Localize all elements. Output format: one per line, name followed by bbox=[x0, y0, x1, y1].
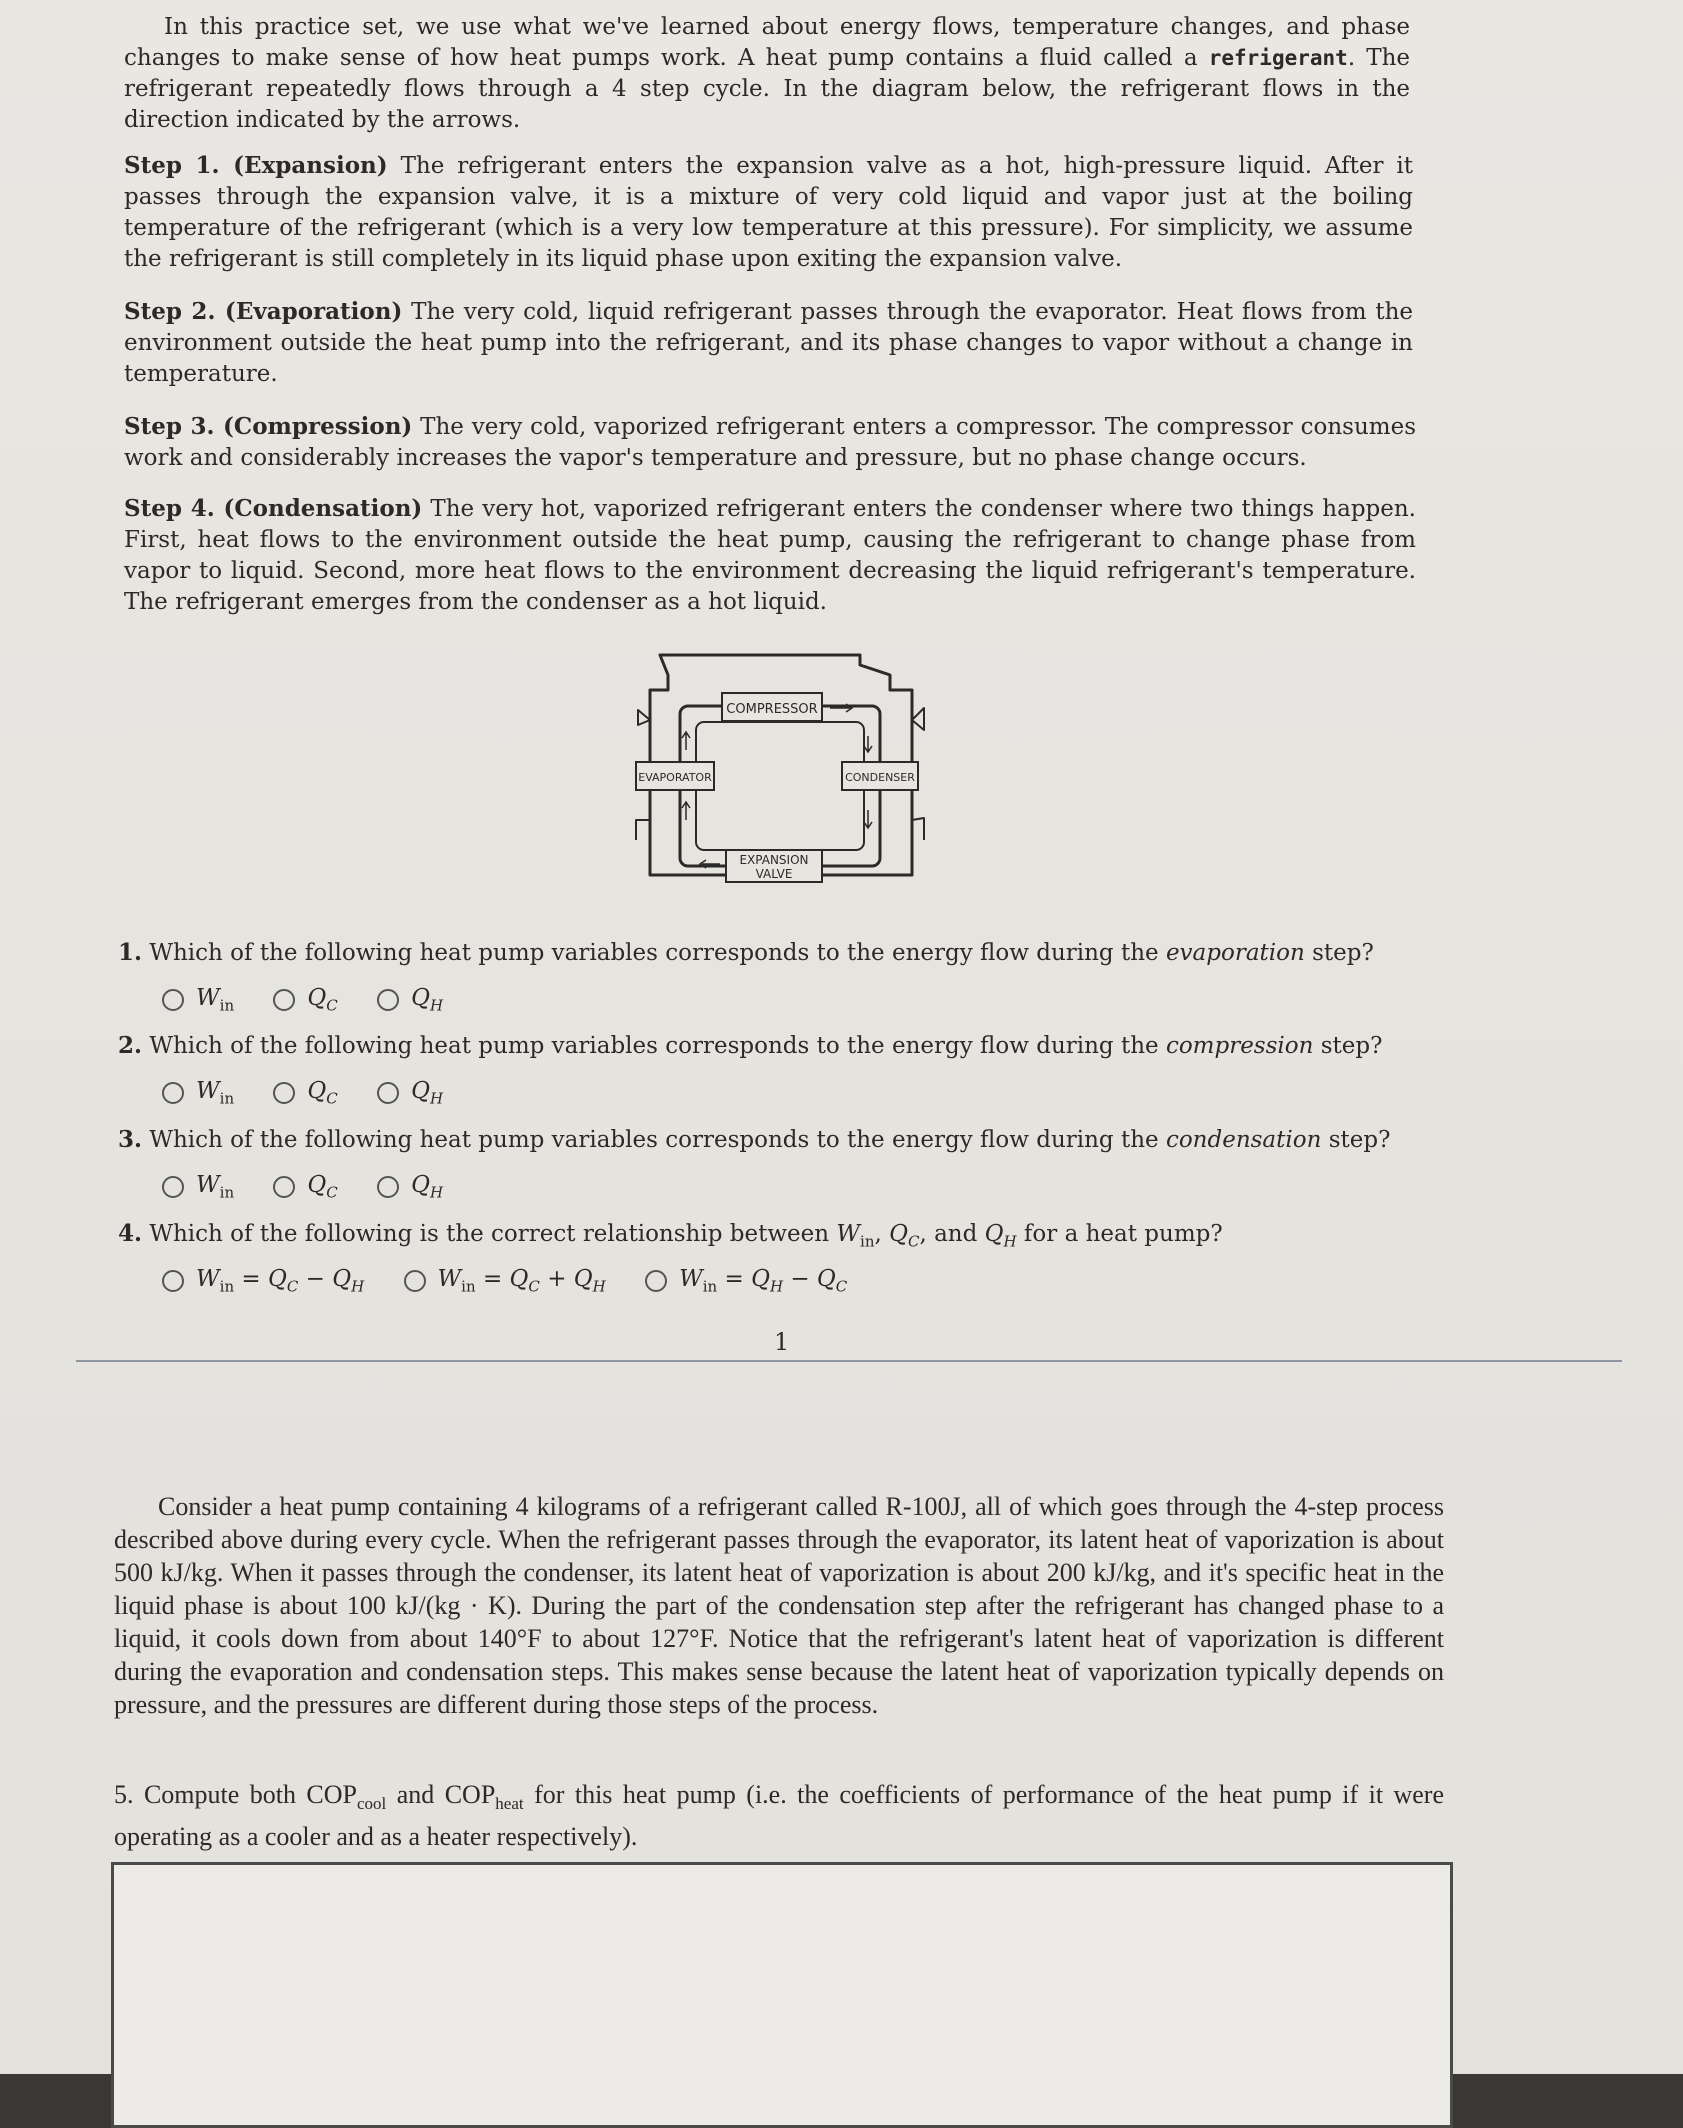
step-label: Step 1. (Expansion) bbox=[124, 152, 388, 179]
step-label: Step 3. (Compression) bbox=[124, 413, 413, 440]
radio-circle-icon[interactable] bbox=[645, 1270, 667, 1292]
option-w-in[interactable]: $W_{in}$ bbox=[162, 985, 234, 1015]
arrow-down-icon bbox=[864, 810, 872, 828]
question-2-options bbox=[162, 1078, 475, 1110]
option-q-h[interactable]: $Q_H$ bbox=[377, 1172, 443, 1202]
step-text: The refrigerant enters the expansion valve as a hot, high-pressure liquid. After it passes through the expansion valve, it is a mixture of very cold liquid and vapor just at the boiling temperature of the refrigerant (which is a very low temperature at this pressure). For simplicity, we assume the refrigerant is still completely in its liquid phase upon exiting the expansion valve. bbox=[124, 153, 1414, 272]
option-q-c[interactable]: $Q_C$ bbox=[273, 1172, 337, 1202]
question-4-options bbox=[162, 1266, 879, 1298]
step-1 bbox=[124, 150, 1413, 275]
radio-circle-icon[interactable] bbox=[162, 989, 184, 1011]
question-3 bbox=[118, 1125, 1418, 1155]
radio-circle-icon[interactable] bbox=[377, 1176, 399, 1198]
radio-circle-icon[interactable] bbox=[162, 1270, 184, 1292]
compressor-label: COMPRESSOR bbox=[726, 702, 818, 717]
valve-label: VALVE bbox=[755, 867, 793, 881]
step-text: The very hot, vaporized refrigerant enters the condenser where two things happen. First, heat flows to the environment outside the heat pump, causing the refrigerant to change phase from vapor to liquid. Second, more heat flows to the environment decreasing the liquid refrigerant's temperature. The refrigerant emerges from the condenser as a hot liquid. bbox=[124, 496, 1416, 615]
arrow-up-icon bbox=[682, 732, 690, 750]
radio-circle-icon[interactable] bbox=[404, 1270, 426, 1292]
page-divider bbox=[76, 1360, 1622, 1362]
cop-heat-subscript: heat bbox=[495, 1794, 524, 1814]
radio-circle-icon[interactable] bbox=[377, 989, 399, 1011]
question-number: 3. bbox=[118, 1126, 143, 1153]
intro-text: In this practice set, we use what we've learned about energy flows, temperature changes, and phase changes to make sense of how heat pumps work. A heat pump contains a fluid called a bbox=[124, 14, 1410, 71]
intro-paragraph bbox=[124, 12, 1410, 136]
radio-circle-icon[interactable] bbox=[273, 989, 295, 1011]
question-3-options bbox=[162, 1172, 475, 1204]
question-number: 2. bbox=[118, 1032, 143, 1059]
option-w-in[interactable]: $W_{in}$ bbox=[162, 1172, 234, 1202]
question-text: Which of the following heat pump variables corresponds to the energy flow during the bbox=[149, 940, 1159, 966]
option-relation-1[interactable]: $W_{in} = Q_C - Q_H$ bbox=[162, 1266, 364, 1296]
step-3 bbox=[124, 411, 1416, 474]
question-text: Which of the following is the correct relationship between bbox=[149, 1221, 830, 1247]
problem-paragraph bbox=[114, 1490, 1444, 1721]
cop-cool-subscript: cool bbox=[356, 1794, 387, 1814]
option-q-h[interactable]: $Q_H$ bbox=[377, 985, 443, 1015]
step-4 bbox=[124, 493, 1416, 618]
question-text: Compute both COP bbox=[143, 1780, 357, 1809]
question-emphasis: compression bbox=[1165, 1033, 1314, 1059]
radio-circle-icon[interactable] bbox=[162, 1176, 184, 1198]
question-1-options bbox=[162, 985, 475, 1017]
question-number: 5. bbox=[114, 1780, 134, 1809]
radio-circle-icon[interactable] bbox=[273, 1082, 295, 1104]
question-vars: $W_{in}$, $Q_C$, and $Q_H$ bbox=[836, 1221, 1017, 1251]
question-text-end: for this heat pump (i.e. the coefficients of performance of the heat pump if it were operating as a cooler and as a heater respectively). bbox=[114, 1780, 1445, 1852]
step-2 bbox=[124, 296, 1413, 390]
radio-circle-icon[interactable] bbox=[377, 1082, 399, 1104]
question-text: Which of the following heat pump variables corresponds to the energy flow during the bbox=[149, 1127, 1159, 1153]
question-text-end: step? bbox=[1312, 940, 1374, 966]
question-4 bbox=[118, 1219, 1418, 1257]
question-5 bbox=[114, 1778, 1444, 1853]
option-w-in[interactable]: $W_{in}$ bbox=[162, 1078, 234, 1108]
question-text-end: for a heat pump? bbox=[1023, 1221, 1223, 1247]
question-text: and COP bbox=[396, 1780, 496, 1809]
condenser-label: CONDENSER bbox=[845, 771, 915, 784]
option-q-h[interactable]: $Q_H$ bbox=[377, 1078, 443, 1108]
intro-term: refrigerant bbox=[1208, 46, 1348, 70]
step-label: Step 4. (Condensation) bbox=[124, 495, 423, 522]
step-label: Step 2. (Evaporation) bbox=[124, 298, 403, 325]
intro-rest: . The refrigerant repeatedly flows through a 4 step cycle. In the diagram below, the refrigerant flows in the direction indicated by the arrows. bbox=[124, 45, 1411, 133]
radio-circle-icon[interactable] bbox=[162, 1082, 184, 1104]
step-text: The very cold, liquid refrigerant passes through the evaporator. Heat flows from the environment outside the heat pump into the refrigerant, and its phase changes to vapor without a change in temperature. bbox=[124, 299, 1414, 387]
answer-input-box[interactable] bbox=[111, 1862, 1453, 2128]
option-relation-3[interactable]: $W_{in} = Q_H - Q_C$ bbox=[645, 1266, 847, 1296]
question-number: 4. bbox=[118, 1220, 143, 1247]
question-text-end: step? bbox=[1320, 1033, 1383, 1059]
radio-circle-icon[interactable] bbox=[273, 1176, 295, 1198]
question-emphasis: evaporation bbox=[1165, 940, 1305, 966]
question-number: 1. bbox=[118, 939, 143, 966]
expansion-label: EXPANSION bbox=[739, 853, 809, 867]
question-2 bbox=[118, 1031, 1418, 1061]
option-q-c[interactable]: $Q_C$ bbox=[273, 1078, 337, 1108]
step-text: The very cold, vaporized refrigerant enters a compressor. The compressor consumes work and considerably increases the vapor's temperature and pressure, but no phase change occurs. bbox=[124, 414, 1416, 471]
arrow-down-icon bbox=[864, 736, 872, 752]
heat-pump-diagram bbox=[630, 650, 930, 900]
evaporator-label: EVAPORATOR bbox=[638, 771, 712, 784]
page-number: 1 bbox=[774, 1328, 790, 1356]
arrow-up-icon bbox=[682, 802, 690, 820]
option-relation-2[interactable]: $W_{in} = Q_C + Q_H$ bbox=[404, 1266, 606, 1296]
question-1 bbox=[118, 938, 1418, 968]
question-text-end: step? bbox=[1328, 1127, 1391, 1153]
question-emphasis: condensation bbox=[1165, 1127, 1322, 1153]
problem-text: Consider a heat pump containing 4 kilograms of a refrigerant called R-100J, all of which goes through the 4-step process described above during every cycle. When the refrigerant passes through the evaporator, its latent heat of vaporization is about 500 kJ/kg. When it passes through the condenser, its latent heat of vaporization is about 200 kJ/kg, and it's specific heat in the liquid phase is about 100 kJ/(kg · K). During the part of the condensation step after the refrigerant has changed phase to a liquid, it cools down from about 140°F to about 127°F. Notice that the refrigerant's latent heat of vaporization is different during the evaporation and condensation steps. This makes sense because the latent heat of vaporization typically depends on pressure, and the pressures are different during those steps of the process. bbox=[114, 1492, 1444, 1719]
question-text: Which of the following heat pump variables corresponds to the energy flow during the bbox=[149, 1033, 1159, 1059]
option-q-c[interactable]: $Q_C$ bbox=[273, 985, 337, 1015]
